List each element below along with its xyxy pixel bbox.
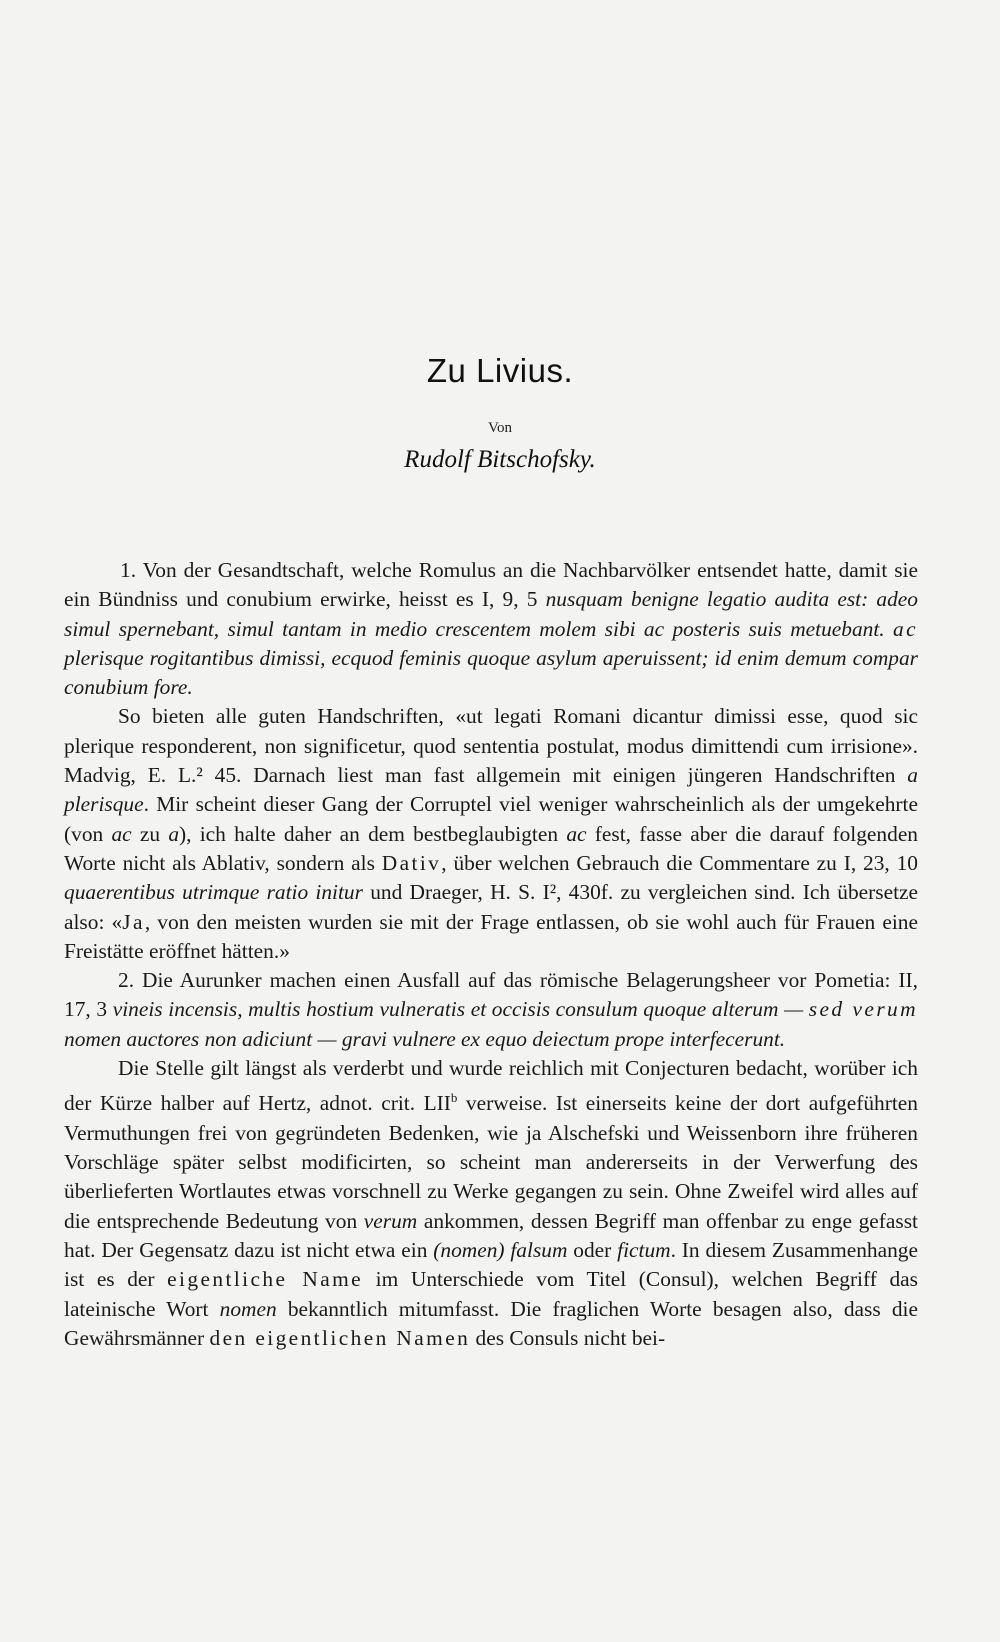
author-name: Rudolf Bitschofsky. (404, 446, 596, 473)
paragraph-3: 2. Die Aurunker machen einen Ausfall auf das römische Belagerungsheer vor Pometia: II, 17, 3 vineis incensis, multis hostium vulneratis et occisis consulum quoque alterum — sed verum nomen auctores non adiciunt — gravi vulnere ex equo deiectum prope interfecerunt. (64, 968, 918, 1051)
paragraph-2: So bieten alle guten Handschriften, «ut legati Romani dicantur dimissi esse, quod sic plerique responderent, non significetur, quod sententia postulat, modus dimittendi cum irrisione». Madvig, E. L.² 45. Darnach liest man fast allgemein mit einigen jüngeren Handschriften a plerisque. Mir scheint dieser Gang der Corruptel viel weniger wahrscheinlich als der umgekehrte (von ac zu a), ich halte daher an dem bestbeglaubigten ac fest, fasse aber die darauf folgenden Worte nicht als Ablativ, sondern als Dativ, über welchen Gebrauch die Commentare zu I, 23, 10 quaerentibus utrimque ratio initur und Draeger, H. S. I², 430f. zu vergleichen sind. Ich übersetze also: «Ja, von den meisten wurden sie mit der Frage entlassen, ob sie wohl auch für Frauen eine Freistätte eröffnet hätten.» (64, 704, 919, 963)
paragraph-4: Die Stelle gilt längst als verderbt und wurde reichlich mit Conjecturen bedacht, worüber ich der Kürze halber auf Hertz, adnot. crit. LII$^b$ verweise. Ist einerseits keine der dort aufgeführten Vermuthungen frei von gegründeten Bedenken, wie ja Alschefski und Weissenborn ihre früheren Vorschläge später selbst modificirten, so scheint man andererseits in der Verwerfung des überlieferten Wortlautes etwas vorschnell zu Werke gegangen zu sein. Ohne Zweifel wird alles auf die entsprechende Bedeutung von verum ankommen, dessen Begriff man offenbar zu enge gefasst hat. Der Gegensatz dazu ist nicht etwa ein (nomen) falsum oder fictum. In diesem Zusammenhange ist es der eigentliche Name im Unterschiede vom Titel (Consul), welchen Begriff das lateinische Wort nomen bekanntlich mitumfasst. Die fraglichen Worte besagen also, dass die Gewährsmänner den eigentlichen Namen des Consuls nicht bei- (64, 1056, 918, 1350)
author-prefix: Von (488, 420, 512, 436)
article-body (64, 556, 918, 1353)
paragraph-1: 1. Von der Gesandtschaft, welche Romulus an die Nachbarvölker entsendet hatte, damit sie ein Bündniss und conubium erwirke, heisst es I, 9, 5 nusquam benigne legatio audita est: adeo simul spernebant, simul tantam in medio crescentem molem sibi ac posteris suis metuebant. ac plerisque rogitantibus dimissi, ecquod feminis quoque asylum aperuissent; id enim demum compar conubium fore. (64, 558, 918, 700)
article-title: Zu Livius. (426, 352, 574, 389)
